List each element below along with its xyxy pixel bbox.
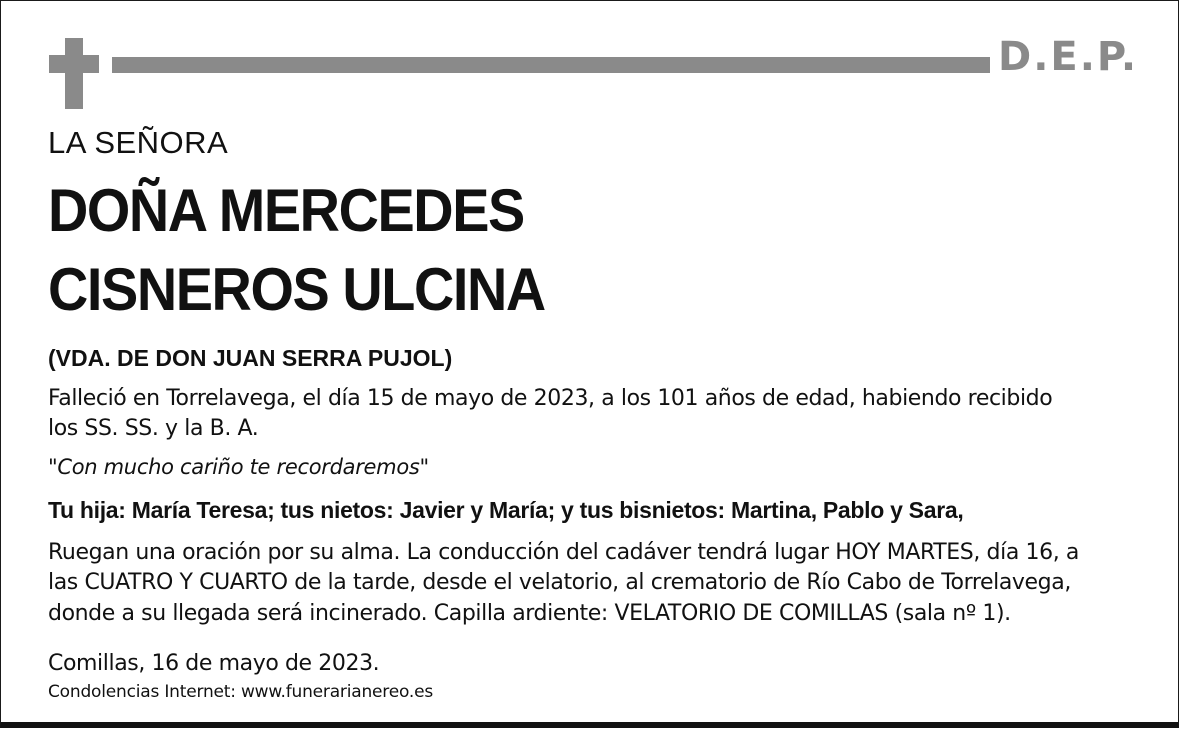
condolences-link[interactable]: Condolencias Internet: www.funerarianereo.es — [48, 682, 433, 702]
request-text-line1: Ruegan una oración por su alma. La conducción del cadáver tendrá lugar HOY MARTES, día 16, a — [48, 540, 1079, 565]
family-members: Tu hija: María Teresa; tus nietos: Javier y María; y tus bisnietos: Martina, Pablo y Sara, — [48, 497, 964, 523]
death-text-line1: Falleció en Torrelavega, el día 15 de mayo de 2023, a los 101 años de edad, habiendo recibido — [48, 386, 1053, 411]
deceased-name-line2: CISNEROS ULCINA — [48, 256, 545, 323]
deceased-name-line1: DOÑA MERCEDES — [48, 177, 524, 244]
dep-label: D.E.P. — [998, 34, 1139, 80]
title-prefix: LA SEÑORA — [48, 125, 229, 160]
death-text-line2: los SS. SS. y la B. A. — [48, 416, 259, 441]
request-text-line3: donde a su llegada será incinerado. Capilla ardiente: VELATORIO DE COMILLAS (sala nº 1). — [48, 601, 1011, 626]
widow-of: (VDA. DE DON JUAN SERRA PUJOL) — [48, 345, 453, 371]
memorial-quote: "Con mucho cariño te recordaremos" — [48, 455, 429, 479]
place-date: Comillas, 16 de mayo de 2023. — [48, 651, 380, 676]
header-rule — [112, 57, 990, 73]
request-text-line2: las CUATRO Y CUARTO de la tarde, desde el velatorio, al crematorio de Río Cabo de Torrelavega, — [48, 570, 1071, 595]
